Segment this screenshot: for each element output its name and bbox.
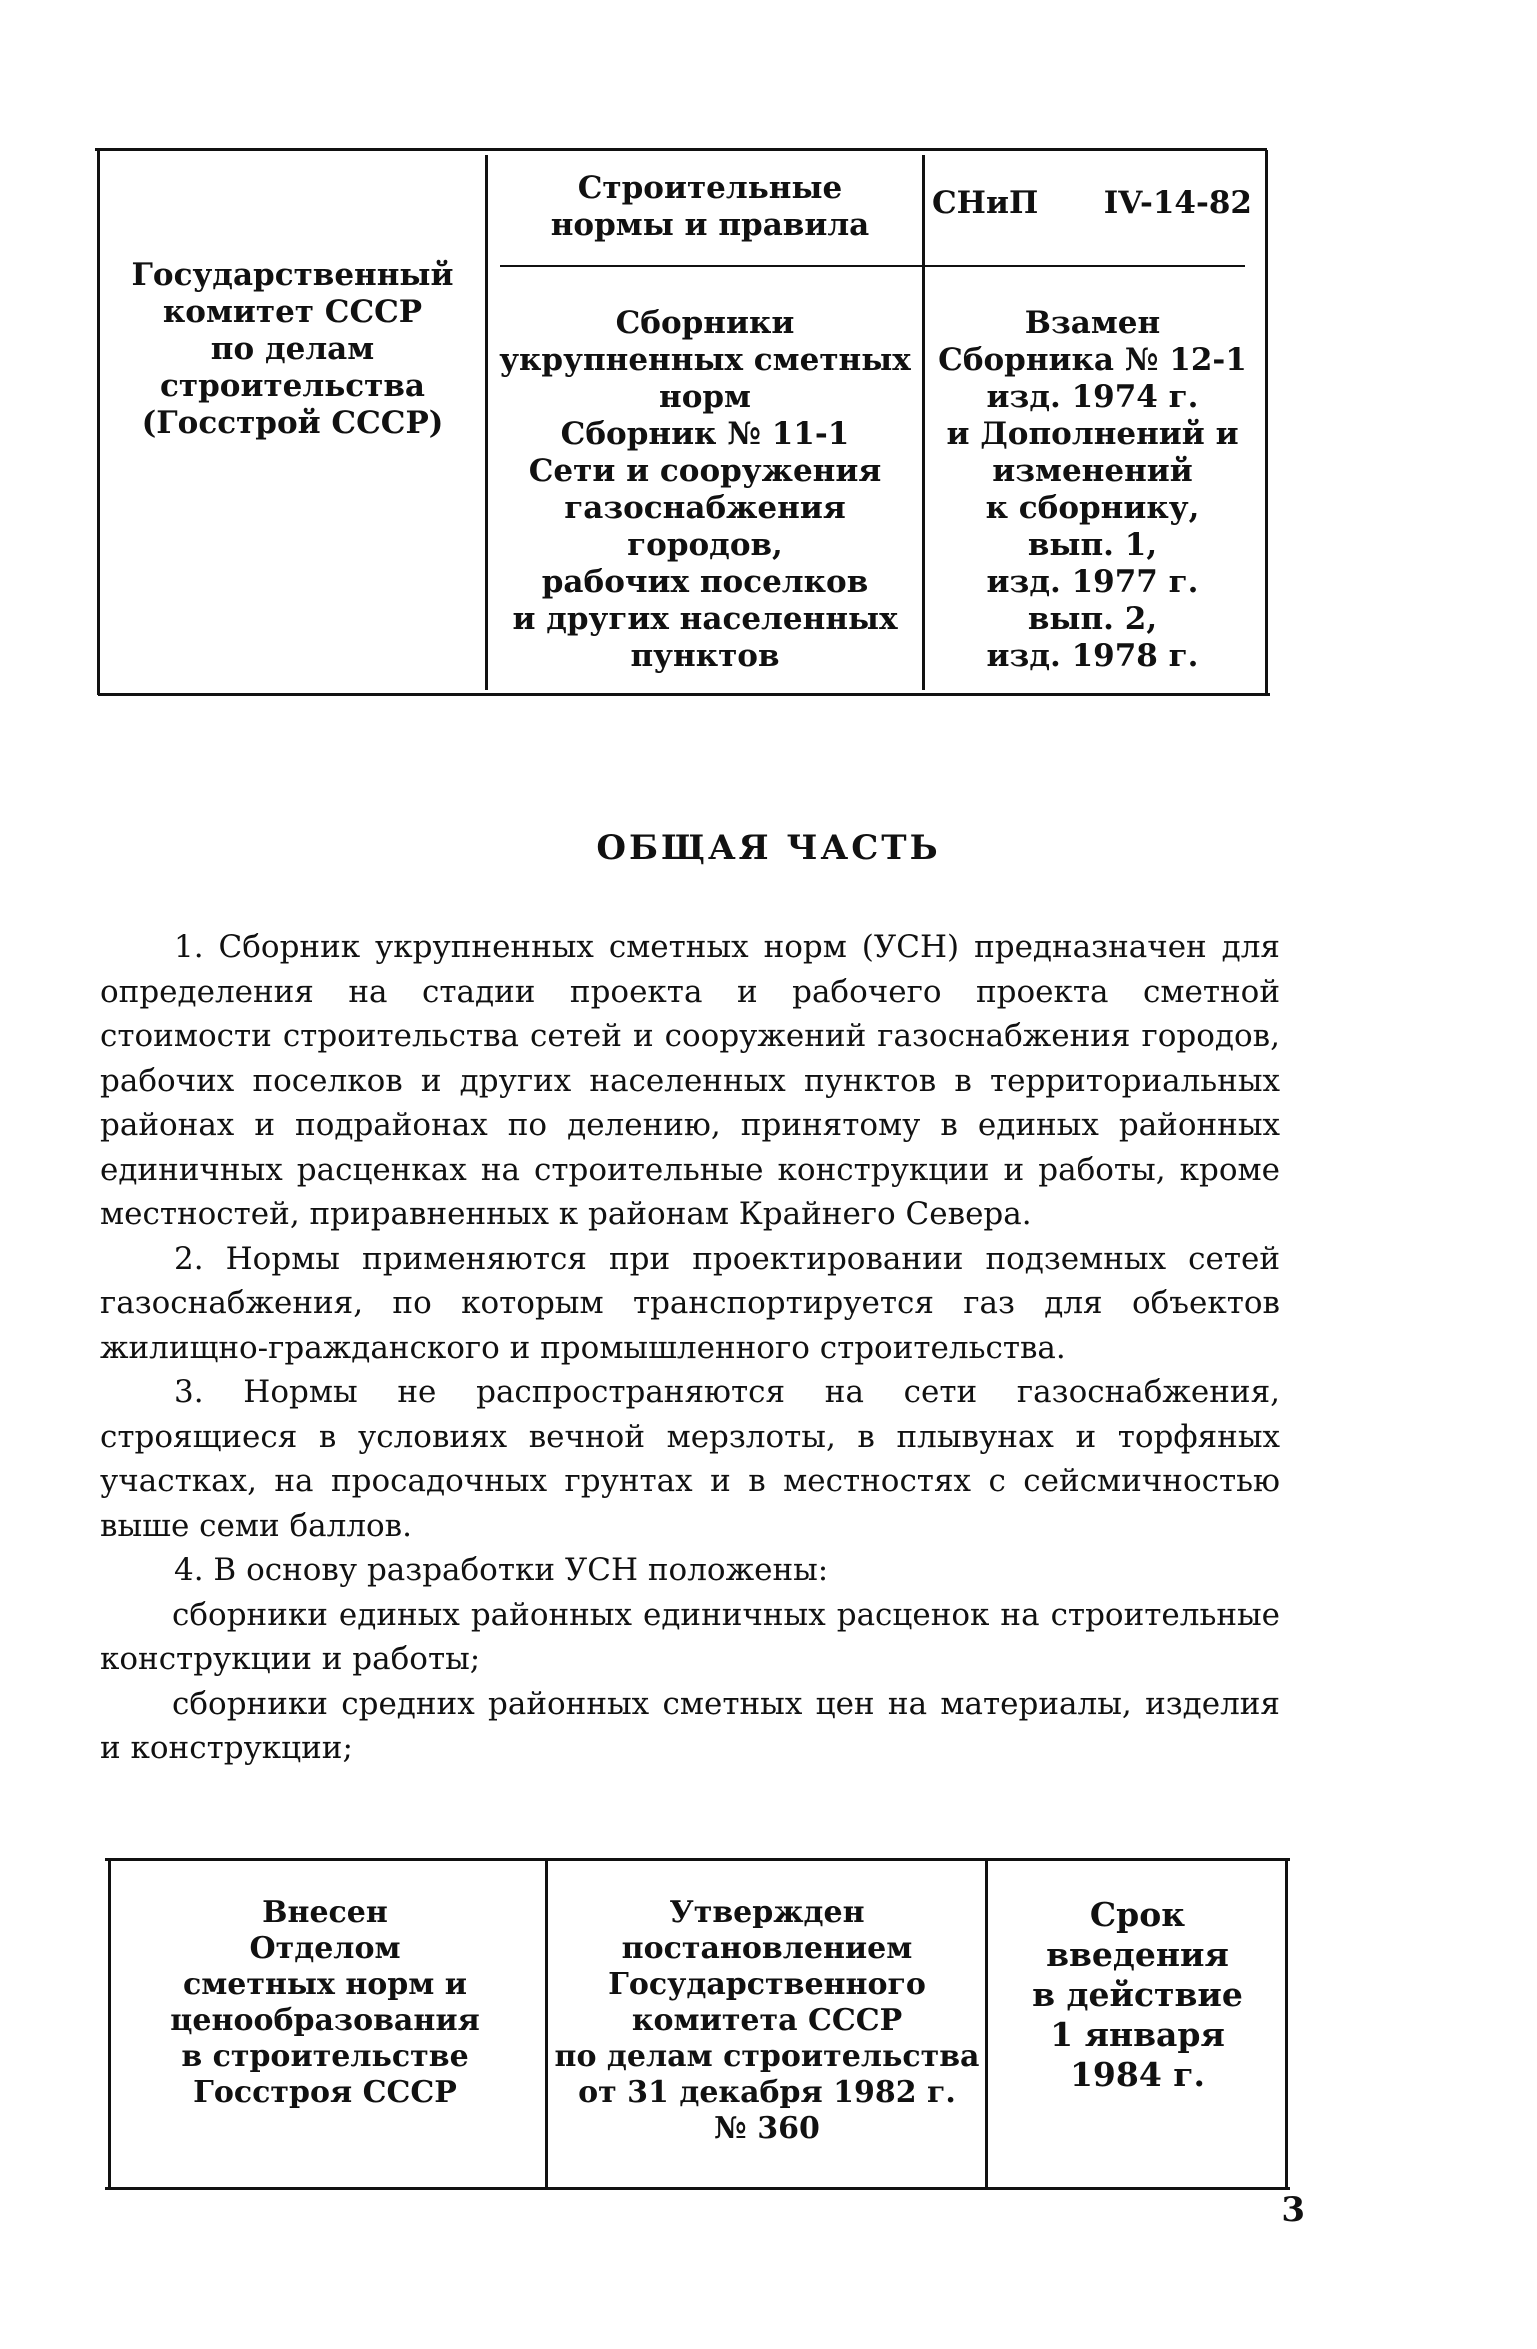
table-rule-top bbox=[95, 148, 1267, 151]
footer-rule-bottom bbox=[105, 2187, 1290, 2190]
code-label: СНиП bbox=[932, 185, 1039, 221]
paragraph-6: сборники средних районных сметных цен на материалы, изделия и конструкции; bbox=[100, 1685, 1280, 1766]
footer-divider-2 bbox=[985, 1860, 988, 2190]
paragraph-4: 4. В основу разработки УСН положены: bbox=[174, 1552, 829, 1588]
code-value: IV-14-82 bbox=[1103, 185, 1252, 221]
submitted-by: Внесен Отделом сметных норм и ценообразования в строительстве Госстроя СССР bbox=[170, 1895, 480, 2110]
footer-border-left bbox=[108, 1860, 111, 2190]
table-divider-2 bbox=[922, 155, 925, 690]
body-text bbox=[100, 925, 1280, 1771]
collection-title: Сборники укрупненных сметных норм Сборник № 11-1 Сети и сооружения газоснабжения городов, рабочих поселков и других населенных пунктов bbox=[499, 305, 911, 674]
footer-border-right bbox=[1285, 1860, 1288, 2190]
effective-date: Срок введения в действие 1 января 1984 г. bbox=[1032, 1895, 1243, 2094]
paragraph-5: сборники единых районных единичных расценок на строительные конструкции и работы; bbox=[100, 1596, 1280, 1677]
table-rule-bottom bbox=[98, 693, 1270, 696]
issuing-authority: Государственный комитет СССР по делам строительства (Госстрой СССР) bbox=[131, 257, 454, 441]
table-border-right bbox=[1265, 150, 1268, 695]
approved-by: Утвержден постановлением Государственного комитета СССР по делам строительства от 31 декабря 1982 г. № 360 bbox=[554, 1895, 980, 2146]
paragraph-3: 3. Нормы не распространяются на сети газоснабжения, строящиеся в условиях вечной мерзлоты, в плывунах и торфяных участках, на просадочных грунтах и в местностях с сейсмичностью выше семи баллов. bbox=[100, 1374, 1280, 1544]
table-rule-middle bbox=[500, 265, 1245, 267]
section-title: ОБЩАЯ ЧАСТЬ bbox=[596, 828, 941, 868]
paragraph-2: 2. Нормы применяются при проектировании подземных сетей газоснабжения, по которым транспортируется газ для объектов жилищно-гражданского и промышленного строительства. bbox=[100, 1240, 1280, 1366]
document-type: Строительные нормы и правила bbox=[550, 170, 870, 243]
replaces-info: Взамен Сборника № 12-1 изд. 1974 г. и Дополнений и изменений к сборнику, вып. 1, изд. 1977 г. вып. 2, изд. 1978 г. bbox=[938, 305, 1247, 674]
footer-rule-top bbox=[105, 1858, 1290, 1861]
footer-divider-1 bbox=[545, 1860, 548, 2190]
table-divider-1 bbox=[485, 155, 488, 690]
document-code bbox=[932, 185, 1252, 222]
page-number: 3 bbox=[1281, 2190, 1305, 2230]
paragraph-1: 1. Сборник укрупненных сметных норм (УСН) предназначен для определения на стадии проекта и рабочего проекта сметной стоимости строительства сетей и сооружений газоснабжения городов, рабочих поселков и других населенных пунктов в территориальных районах и подрайонах по делению, принятому в единых районных единичных расценках на строительные конструкции и работы, кроме местностей, приравненных к районам Крайнего Севера. bbox=[100, 929, 1280, 1232]
